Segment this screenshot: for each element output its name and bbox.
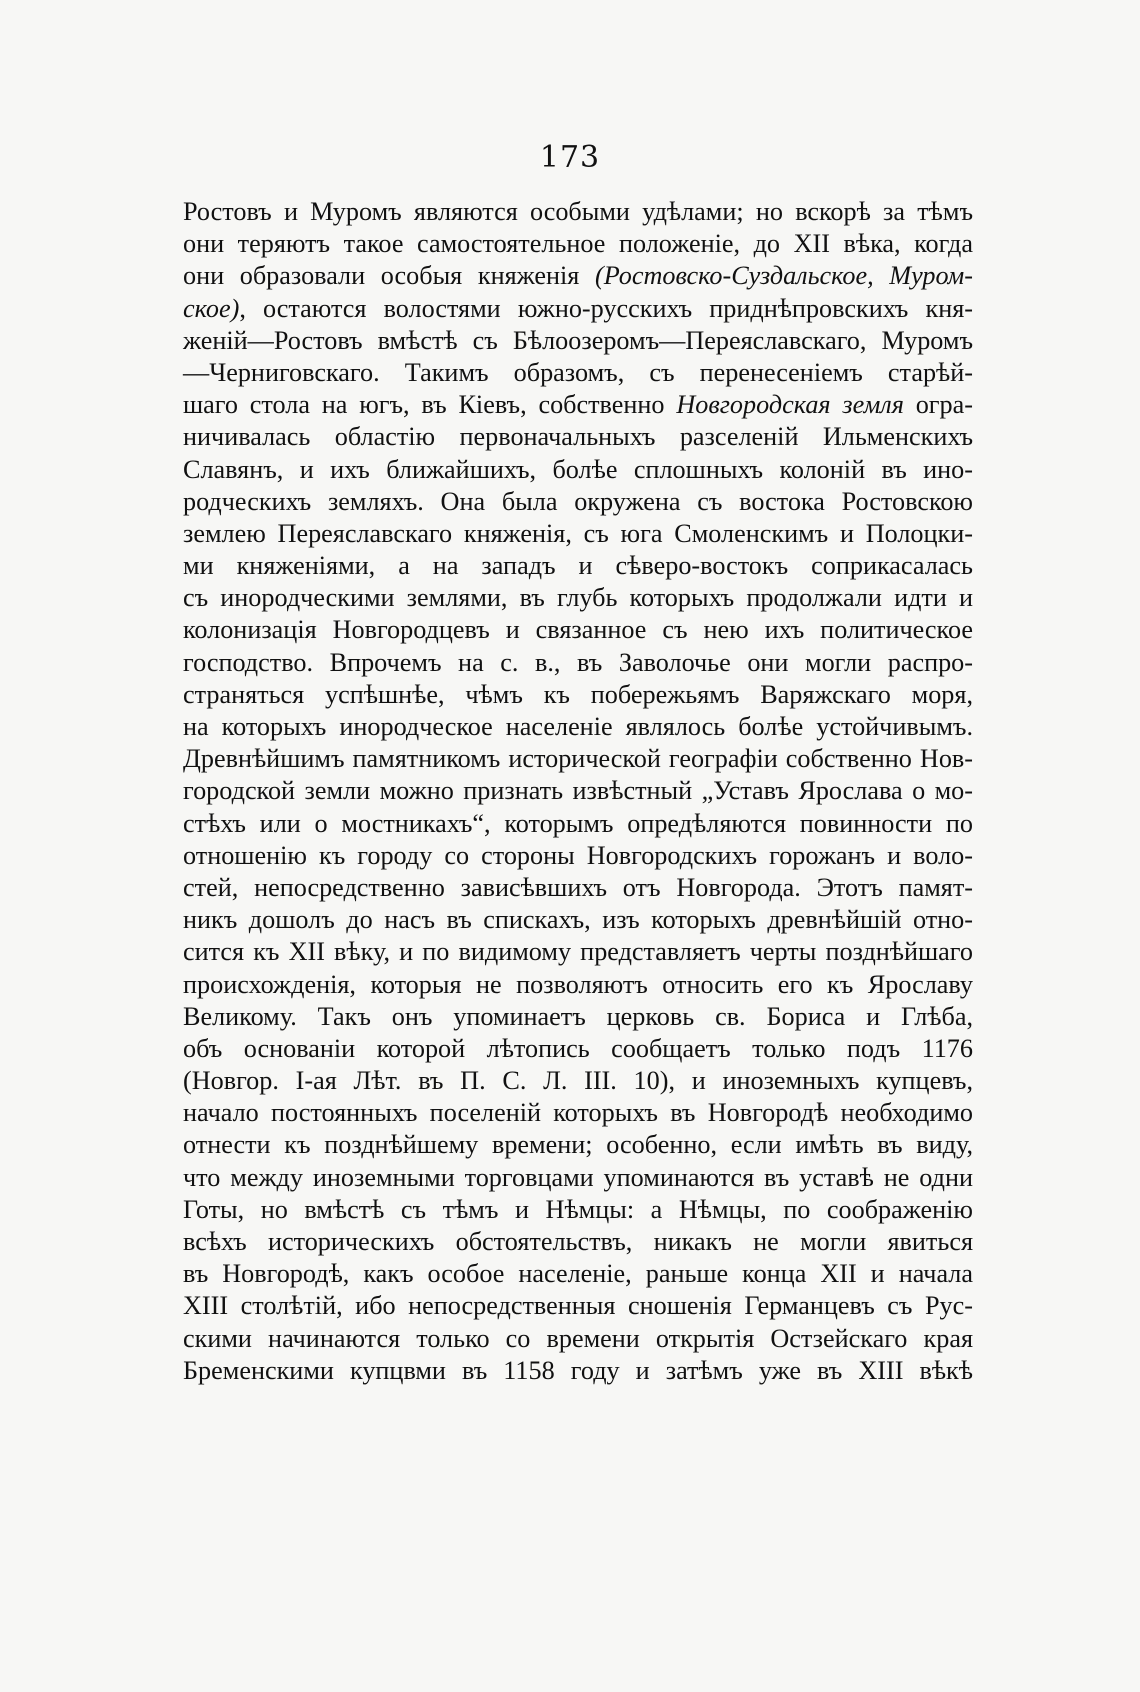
text-segment: XIII столѣтій, ибо непосредственныя сношенія Германцевъ съ Рус-: [183, 1291, 973, 1321]
text-segment: всѣхъ историческихъ обстоятельствъ, никакъ не могли явиться: [183, 1227, 973, 1256]
text-line: [183, 1065, 973, 1097]
text-line: [183, 614, 973, 646]
text-segment: стей, непосредственно зависѣвшихъ отъ Новгорода. Этотъ памят-: [183, 872, 973, 902]
text-line: [183, 1033, 973, 1065]
text-line: [183, 486, 973, 518]
text-line: [183, 1194, 973, 1226]
text-segment: Великому. Такъ онъ упоминаетъ церковь св. Бориса и Глѣба,: [183, 1001, 973, 1031]
text-line: [183, 550, 973, 582]
text-line: [183, 196, 973, 228]
italic-text: (Ростовско-Суздальское, Муром-: [595, 261, 973, 291]
text-segment: городской земли можно признать извѣстный „Уставъ Ярослава о мо-: [183, 776, 973, 806]
text-line: [183, 904, 973, 936]
text-line: [183, 872, 973, 904]
text-segment: сится къ XII вѣку, и по видимому представляетъ черты позднѣйшаго: [183, 937, 973, 967]
text-line: [183, 1097, 973, 1129]
text-line: [183, 389, 973, 421]
body-text: [183, 196, 973, 1387]
text-segment: Славянъ, и ихъ ближайшихъ, болѣе сплошныхъ колоній въ ино-: [183, 454, 973, 484]
text-segment: начало постоянныхъ поселеній которыхъ въ Новгородѣ необходимо: [183, 1098, 973, 1128]
text-segment: , остаются волостями южно-русскихъ приднѣпровскихъ кня-: [239, 293, 973, 323]
text-line: [183, 647, 973, 679]
text-segment: (Новгор. I-ая Лѣт. въ П. С. Л. III. 10), и иноземныхъ купцевъ,: [183, 1066, 973, 1096]
text-segment: на которыхъ инородческое населеніе являлось болѣе устойчивымъ.: [183, 712, 973, 741]
text-segment: Бременскими купцвми въ 1158 году и затѣмъ уже въ XIII вѣкѣ: [183, 1355, 973, 1385]
text-segment: —Черниговскаго. Такимъ образомъ, съ перенесеніемъ старѣй-: [183, 357, 973, 387]
text-segment: что между иноземными торговцами упоминаются въ уставѣ не одни: [183, 1162, 973, 1192]
text-segment: ничивалась областію первоначальныхъ разселеній Ильменскихъ: [183, 422, 973, 452]
text-segment: съ инородческими землями, въ глубь которыхъ продолжали идти и: [183, 583, 973, 613]
text-line: [183, 357, 973, 389]
text-segment: ми княженіями, а на западъ и сѣверо-востокъ соприкасалась: [183, 551, 973, 581]
text-line: [183, 1258, 973, 1290]
text-line: [183, 1162, 973, 1194]
text-segment: Древнѣйшимъ памятникомъ исторической географіи собственно Нов-: [183, 744, 973, 774]
text-line: [183, 775, 973, 807]
text-line: [183, 1355, 973, 1387]
text-segment: землею Переяславскаго княженія, съ юга Смоленскимъ и Полоцки-: [183, 518, 973, 548]
text-line: [183, 969, 973, 1001]
text-line: [183, 743, 973, 775]
text-segment: Готы, но вмѣстѣ съ тѣмъ и Нѣмцы: а Нѣмцы, по соображенію: [183, 1194, 973, 1224]
text-line: [183, 1226, 973, 1258]
text-line: [183, 228, 973, 260]
italic-text: ское): [183, 293, 240, 323]
text-line: [183, 260, 973, 292]
text-segment: родческихъ земляхъ. Она была окружена съ востока Ростовскою: [183, 486, 973, 516]
text-segment: никъ дошолъ до насъ въ спискахъ, изъ которыхъ древнѣйшій отно-: [183, 905, 973, 935]
text-line: [183, 808, 973, 840]
text-segment: Ростовъ и Муромъ являются особыми удѣлами; но вскорѣ за тѣмъ: [183, 197, 973, 226]
text-line: [183, 518, 973, 550]
text-segment: страняться успѣшнѣе, чѣмъ къ побережьямъ Варяжскаго моря,: [183, 679, 973, 709]
text-segment: объ основаніи которой лѣтопись сообщаетъ только подъ 1176: [183, 1033, 973, 1063]
text-line: [183, 936, 973, 968]
text-line: [183, 454, 973, 486]
text-line: [183, 1001, 973, 1033]
text-segment: въ Новгородѣ, какъ особое населеніе, раньше конца XII и начала: [183, 1259, 973, 1289]
text-line: [183, 421, 973, 453]
text-segment: они теряютъ такое самостоятельное положеніе, до XII вѣка, когда: [183, 229, 973, 259]
page-number: 173: [539, 140, 601, 175]
text-line: [183, 840, 973, 872]
text-line: [183, 679, 973, 711]
text-segment: шаго стола на югъ, въ Кіевъ, собственно: [183, 390, 677, 420]
text-segment: огра-: [903, 390, 973, 420]
italic-text: Новгородская земля: [676, 390, 904, 420]
text-line: [183, 325, 973, 357]
text-segment: отнести къ позднѣйшему времени; особенно, если имѣть въ виду,: [183, 1130, 973, 1160]
text-segment: они образовали особыя княженія: [183, 261, 595, 291]
text-segment: господство. Впрочемъ на с. в., въ Заволочье они могли распро-: [183, 647, 973, 677]
text-segment: происхожденія, которыя не позволяютъ относить его къ Ярославу: [183, 969, 973, 999]
text-segment: отношенію къ городу со стороны Новгородскихъ горожанъ и воло-: [183, 840, 973, 870]
text-line: [183, 582, 973, 614]
text-segment: скими начинаются только со времени открытія Остзейскаго края: [183, 1323, 973, 1353]
text-segment: женій—Ростовъ вмѣстѣ съ Бѣлоозеромъ—Переяславскаго, Муромъ: [183, 325, 973, 355]
text-segment: стѣхъ или о мостникахъ“, которымъ опредѣляются повинности по: [183, 808, 973, 838]
text-line: [183, 1323, 973, 1355]
text-line: [183, 293, 973, 325]
text-segment: колонизація Новгородцевъ и связанное съ нею ихъ политическое: [183, 615, 973, 645]
text-line: [183, 1129, 973, 1161]
text-line: [183, 711, 973, 743]
text-line: [183, 1290, 973, 1322]
